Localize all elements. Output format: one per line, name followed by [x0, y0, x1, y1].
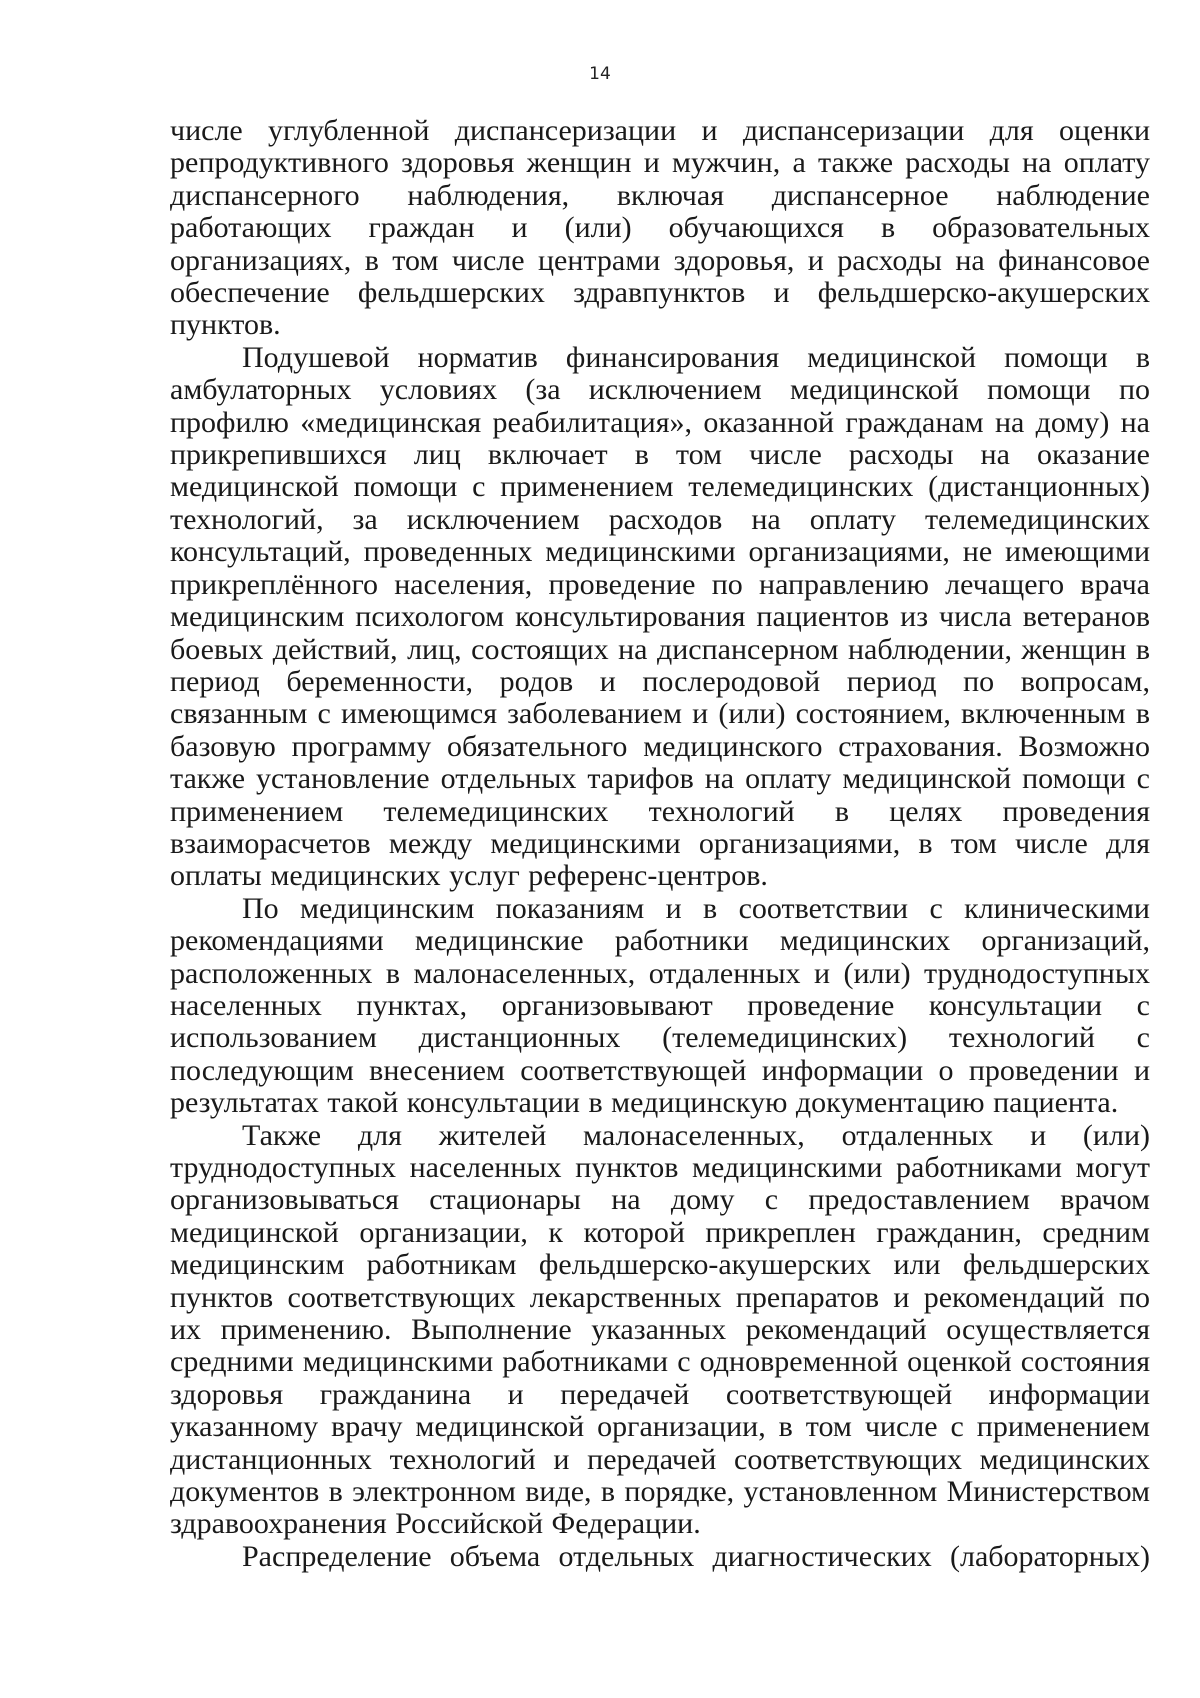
paragraph-telemedicine-consultations: По медицинским показаниям и в соответствии с клиническими рекомендациями медицинские работники медицинских организаций, расположенных в малонаселенных, отдаленных и (или) труднодоступных населенных пунктах, организовывают проведение консультации с использованием дистанционных (телемедицинских) технологий с последующим внесением соответствующей информации о проведении и результатах такой консультации в медицинскую документацию пациента. [170, 891, 1150, 1120]
paragraph-home-hospitals: Также для жителей малонаселенных, отдаленных и (или) труднодоступных населенных пунктов медицинскими работниками могут организовываться стационары на дому с предоставлением врачом медицинской организации, к которой прикреплен гражданин, средним медицинским работникам фельдшерско-акушерских или фельдшерских пунктов соответствующих лекарственных препаратов и рекомендаций по их применению. Выполнение указанных рекомендаций осуществляется средними медицинскими работниками с одновременной оценкой состояния здоровья гражданина и передачей соответствующей информации указанному врачу медицинской организации, в том числе с применением дистанционных технологий и передачей соответствующих медицинских документов в электронном виде, в порядке, установленном Министерством здравоохранения Российской Федерации. [170, 1118, 1150, 1541]
page-number: 14 [589, 64, 611, 84]
paragraph-continuation: числе углубленной диспансеризации и диспансеризации для оценки репродуктивного здоровья женщин и мужчин, а также расходы на оплату диспансерного наблюдения, включая диспансерное наблюдение работающих граждан и (или) обучающихся в образовательных организациях, в том числе центрами здоровья, и расходы на финансовое обеспечение фельдшерских здравпунктов и фельдшерско-акушерских пунктов. [170, 114, 1150, 342]
document-body [170, 115, 1150, 1573]
paragraph-per-capita-standard: Подушевой норматив финансирования медицинской помощи в амбулаторных условиях (за исключением медицинской помощи по профилю «медицинская реабилитация», оказанной гражданам на дому) на прикрепившихся лиц включает в том числе расходы на оказание медицинской помощи с применением телемедицинских (дистанционных) технологий, за исключением расходов на оплату телемедицинских консультаций, проведенных медицинскими организациями, не имеющими прикреплённого населения, проведение по направлению лечащего врача медицинским психологом консультирования пациентов из числа ветеранов боевых действий, лиц, состоящих на диспансерном наблюдении, женщин в период беременности, родов и послеродовой период по вопросам, связанным с имеющимся заболеванием и (или) состоянием, включенным в базовую программу обязательного медицинского страхования. Возможно также установление отдельных тарифов на оплату медицинской помощи с применением телемедицинских технологий в целях проведения взаиморасчетов между медицинскими организациями, в том числе для оплаты медицинских услуг референс-центров. [170, 340, 1150, 893]
paragraph-diagnostic-distribution: Распределение объема отдельных диагностических (лабораторных) [242, 1539, 1150, 1573]
